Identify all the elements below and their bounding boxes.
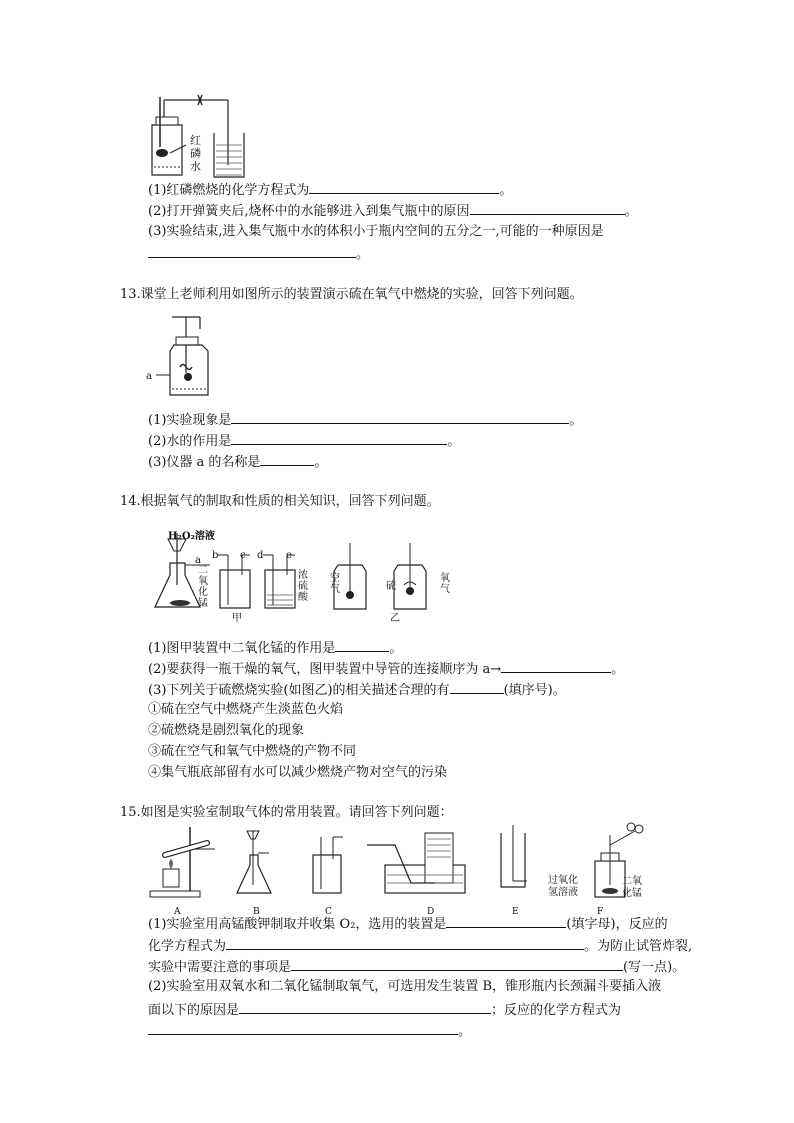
q13-title: 13.课堂上老师利用如图所示的装置演示硫在氧气中燃烧的实验，回答下列问题。: [120, 287, 583, 302]
q15-mno2-label: 二氧 化锰: [622, 876, 642, 899]
q13-item-1: (1)实验现象是 。: [148, 410, 582, 430]
q14-port-b: b: [212, 550, 219, 561]
q12-item-3: (3)实验结束,进入集气瓶中水的体积小于瓶内空间的五分之一,可能的一种原因是: [148, 224, 604, 239]
q13-item-3: (3)仪器 a 的名称是 。: [148, 452, 327, 472]
answer-blank[interactable]: [231, 431, 447, 445]
answer-blank[interactable]: [231, 410, 569, 424]
q15-letter-c: C: [325, 907, 332, 917]
q14-air-label: 空 气: [330, 573, 340, 595]
answer-blank[interactable]: [226, 936, 584, 950]
q14-port-d: d: [257, 550, 264, 561]
q15-line-6: 。: [148, 1021, 471, 1041]
q14-mno2-label: 二 氧 化 锰: [198, 565, 208, 609]
q14-port-c: c: [240, 550, 246, 561]
q14-option-3: ③硫在空气和氧气中燃烧的产物不同: [148, 744, 357, 759]
answer-blank[interactable]: [335, 638, 389, 652]
q15-letter-e: E: [512, 907, 519, 917]
answer-blank[interactable]: [446, 914, 566, 928]
q12-label-red: 红: [190, 134, 201, 147]
answer-blank[interactable]: [239, 1000, 491, 1014]
q15-apparatus-figure: [145, 825, 665, 905]
q15-letter-d: D: [427, 907, 435, 917]
q14-acid-label: 浓 硫 酸: [298, 570, 308, 603]
q15-line-1: (1)实验室用高锰酸钾制取并收集 O₂，选用的装置是 (填字母)，反应的: [148, 914, 668, 934]
answer-blank[interactable]: [291, 957, 623, 971]
q15-letter-b: B: [253, 907, 260, 917]
q13-label-a: a: [146, 371, 152, 382]
q14-sulfur-label: 硫: [386, 581, 396, 592]
answer-blank[interactable]: [260, 452, 314, 466]
q14-item-1: (1)图甲装置中二氧化锰的作用是 。: [148, 638, 402, 658]
q15-line-4: (2)实验室用双氧水和二氧化锰制取氧气，可选用发生装置 B，锥形瓶内长颈漏斗要插入液: [148, 979, 662, 994]
answer-blank[interactable]: [450, 680, 504, 694]
q15-title: 15.如图是实验室制取气体的常用装置。请回答下列问题：: [120, 805, 453, 820]
q14-option-4: ④集气瓶底部留有水可以减少燃烧产物对空气的污染: [148, 765, 448, 780]
answer-blank[interactable]: [148, 1021, 458, 1035]
q15-line-2: 化学方程式为 。为防止试管炸裂,: [148, 936, 692, 956]
q14-port-a: a: [195, 555, 201, 566]
q15-letter-f: F: [597, 907, 604, 917]
q12-label-phosphorus: 磷: [190, 147, 201, 160]
q13-apparatus-figure: [150, 315, 220, 400]
q14-title: 14.根据氧气的制取和性质的相关知识，回答下列问题。: [120, 494, 440, 509]
q13-item-2: (2)水的作用是 。: [148, 431, 460, 451]
q15-h2o2-label: 过氧化 氢溶液: [548, 875, 578, 898]
answer-blank[interactable]: [470, 201, 625, 215]
q14-oxygen-label: 氧 气: [440, 573, 450, 595]
answer-blank[interactable]: [501, 659, 611, 673]
q15-line-5: 面以下的原因是 ；反应的化学方程式为: [148, 1000, 621, 1020]
q12-item-1: (1)红磷燃烧的化学方程式为 。: [148, 180, 512, 200]
q14-yi-label: 乙: [390, 613, 400, 624]
q15-line-3: 实验中需要注意的事项是 (写一点)。: [148, 957, 685, 977]
q14-item-2: (2)要获得一瓶干燥的氧气，图甲装置中导管的连接顺序为 a→ 。: [148, 659, 624, 679]
q12-item-3-cont: 。: [148, 244, 369, 264]
q14-port-e: e: [286, 550, 292, 561]
q12-item-2: (2)打开弹簧夹后,烧杯中的水能够进入到集气瓶中的原因 。: [148, 201, 638, 221]
q14-h2o2-label: H₂O₂溶液: [168, 531, 215, 542]
answer-blank[interactable]: [309, 180, 499, 194]
q14-option-2: ②硫燃烧是剧烈氧化的现象: [148, 723, 305, 738]
answer-blank[interactable]: [148, 244, 356, 258]
q14-jia-label: 甲: [232, 613, 242, 624]
q14-item-3: (3)下列关于硫燃烧实验(如图乙)的相关描述合理的有 (填序号)。: [148, 680, 566, 700]
q15-letter-a: A: [174, 907, 181, 917]
q14-option-1: ①硫在空气中燃烧产生淡蓝色火焰: [148, 702, 344, 717]
q12-label-water: 水: [190, 160, 201, 173]
